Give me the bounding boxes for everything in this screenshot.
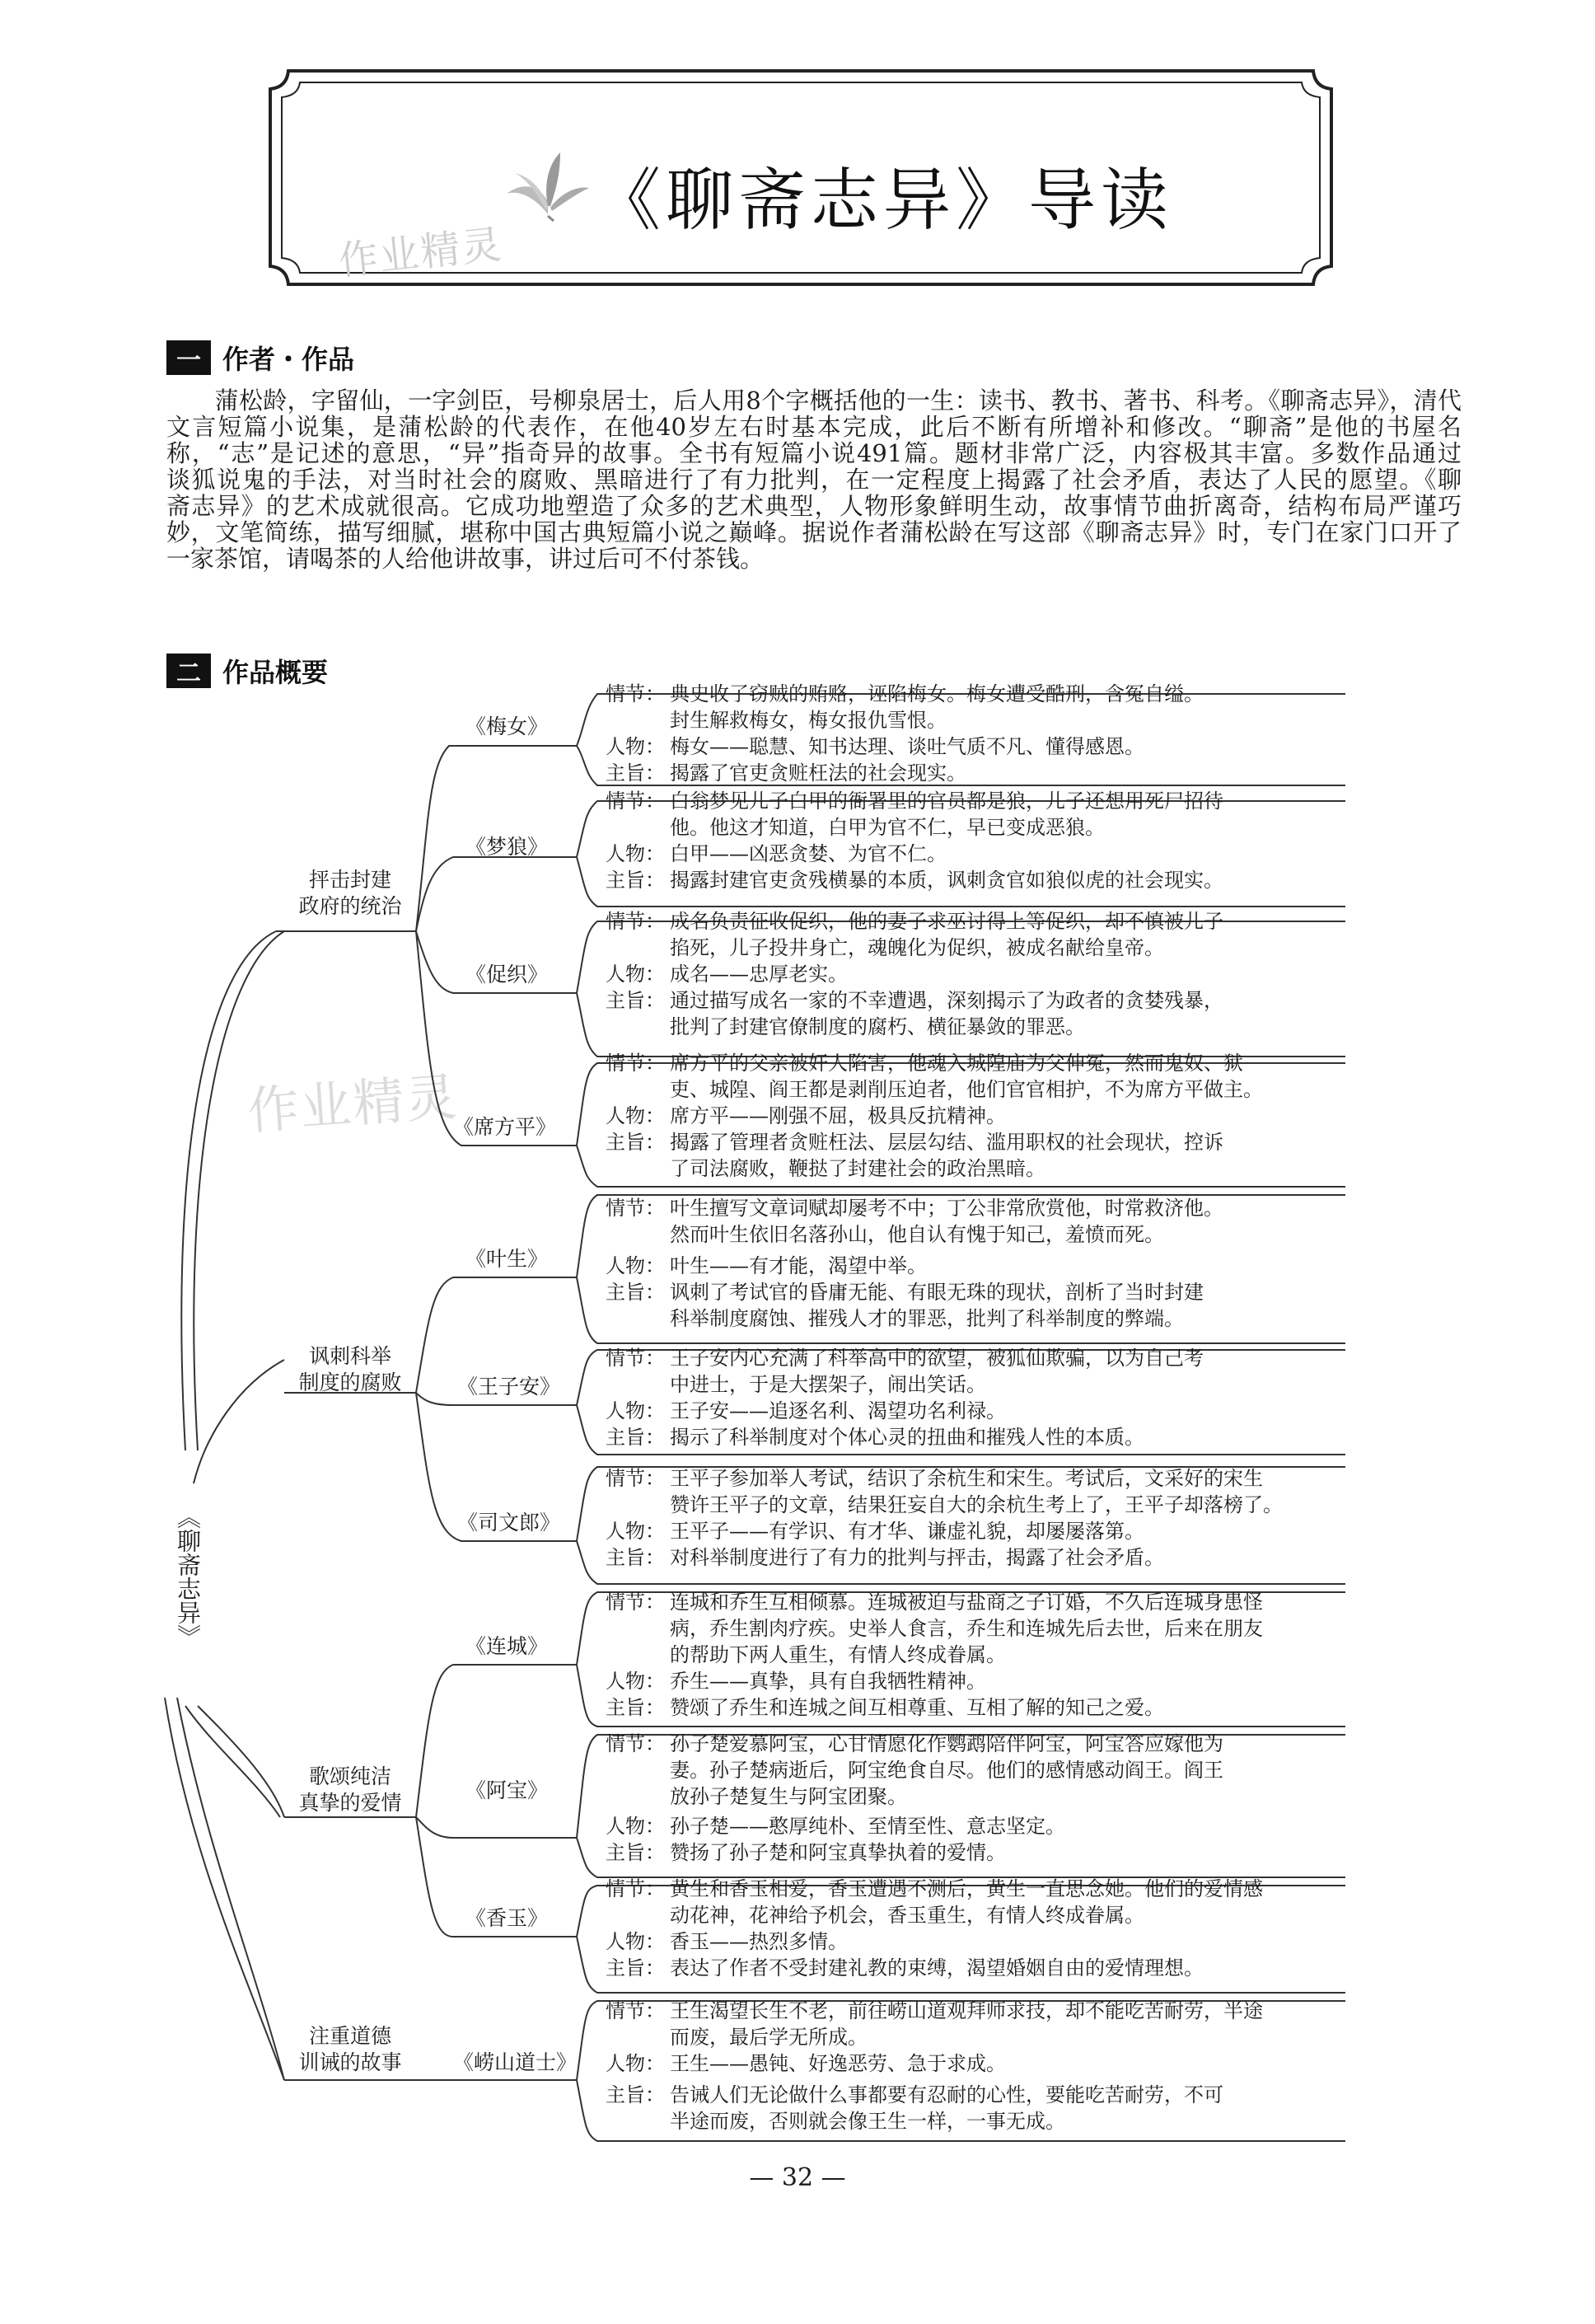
plot-label: 情节： <box>606 1347 665 1370</box>
plot-text: 典史收了窃贼的贿赂，诬陷梅女。梅女遭受酷刑，含冤自缢。 <box>670 682 1204 705</box>
work-title: 《促织》 <box>465 963 549 986</box>
theme-label: 主旨： <box>606 869 665 892</box>
person-label: 人物： <box>606 1930 665 1953</box>
plot-text: 然而叶生依旧名落孙山，他自认有愧于知己，羞愤而死。 <box>670 1223 1164 1246</box>
person-label: 人物： <box>606 735 665 758</box>
map-root: 《聊斋志异》 <box>174 1505 202 1648</box>
plot-text: 妻。孙子楚病逝后，阿宝绝食自尽。他们的感情感动阎王。阎王 <box>670 1759 1223 1782</box>
person-text: 王平子——有学识、有才华、谦虚礼貌，却屡屡落第。 <box>670 1520 1144 1543</box>
plot-label: 情节： <box>606 1999 665 2022</box>
plot-text: 王生渴望长生不老，前往崂山道观拜师求技，却不能吃苦耐劳，半途 <box>670 1999 1263 2022</box>
category-node <box>280 867 420 920</box>
category-line: 注重道德 <box>308 2024 391 2048</box>
category-line: 制度的腐败 <box>298 1371 402 1394</box>
work-title: 《王子安》 <box>457 1375 561 1399</box>
plot-text: 动花神，花神给予机会，香玉重生，有情人终成眷属。 <box>670 1904 1144 1927</box>
category-line: 抨击封建 <box>308 868 391 892</box>
theme-text: 赞颂了乔生和连城之间互相尊重、互相了解的知己之爱。 <box>670 1696 1164 1719</box>
plot-text: 他。他这才知道，白甲为官不仁，早已变成恶狼。 <box>670 816 1105 839</box>
theme-text: 讽刺了考试官的昏庸无能、有眼无珠的现状，剖析了当时封建 <box>670 1281 1204 1304</box>
person-text: 成名——忠厚老实。 <box>670 963 848 986</box>
category-node <box>280 1764 420 1816</box>
section-number: 二 <box>166 654 211 688</box>
category-line: 歌颂纯洁 <box>308 1764 391 1788</box>
plot-text: 白翁梦见儿子白甲的衙署里的官员都是狼，儿子还想用死尸招待 <box>670 790 1223 813</box>
theme-label: 主旨： <box>606 1546 665 1569</box>
page-title: 《聊斋志异》导读 <box>593 162 1174 240</box>
page-number: — 32 — <box>749 2163 846 2192</box>
theme-text: 揭露了管理者贪赃枉法、层层勾结、滥用职权的社会现状，控诉 <box>670 1131 1223 1154</box>
theme-text: 批判了封建官僚制度的腐朽、横征暴敛的罪恶。 <box>670 1015 1085 1038</box>
theme-text: 告诫人们无论做什么事都要有忍耐的心性，要能吃苦耐劳，不可 <box>670 2083 1223 2106</box>
person-label: 人物： <box>606 1104 665 1127</box>
category-line: 真挚的爱情 <box>298 1791 402 1815</box>
person-text: 白甲——凶恶贪婪、为官不仁。 <box>670 842 947 865</box>
theme-label: 主旨： <box>606 1841 665 1864</box>
work-title: 《阿宝》 <box>465 1778 549 1802</box>
work-detail <box>606 1589 1263 1721</box>
theme-label: 主旨： <box>606 761 665 785</box>
work-title: 《梅女》 <box>465 715 549 738</box>
person-text: 叶生——有才能，渴望中举。 <box>670 1254 927 1277</box>
work-title: 《叶生》 <box>465 1247 549 1271</box>
intro-line: 一家茶馆，请喝茶的人给他讲故事，讲过后可不付茶钱。 <box>166 545 765 573</box>
work-title: 《梦狼》 <box>465 835 549 859</box>
plot-text: 中进士，于是大摆架子，闹出笑话。 <box>670 1373 986 1396</box>
person-label: 人物： <box>606 1670 665 1693</box>
plot-text: 病，乔生割肉疗疾。史举人食言，乔生和连城先后去世，后来在朋友 <box>670 1617 1263 1640</box>
theme-text: 赞扬了孙子楚和阿宝真挚执着的爱情。 <box>670 1841 1006 1864</box>
work-detail <box>606 908 1223 1040</box>
person-label: 人物： <box>606 1815 665 1838</box>
person-text: 孙子楚——憨厚纯朴、至情至性、意志坚定。 <box>670 1815 1065 1838</box>
plot-text: 孙子楚爱慕阿宝，心甘情愿化作鹦鹉陪伴阿宝，阿宝答应嫁他为 <box>670 1732 1223 1755</box>
plot-label: 情节： <box>606 1197 665 1220</box>
plot-text: 的帮助下两人重生，有情人终成眷属。 <box>670 1643 1006 1666</box>
plot-label: 情节： <box>606 1052 665 1075</box>
intro-line: 蒲松龄，字留仙，一字剑臣，号柳泉居士，后人用8个字概括他的一生：读书、教书、著书、科考。《聊斋志异》，清代 <box>166 387 1462 415</box>
plot-label: 情节： <box>606 1732 665 1755</box>
theme-label: 主旨： <box>606 1426 665 1449</box>
work-title: 《司文郎》 <box>457 1511 561 1534</box>
work-detail <box>606 1050 1263 1182</box>
theme-label: 主旨： <box>606 989 665 1012</box>
work-detail <box>606 1345 1204 1450</box>
category-node <box>280 1343 420 1396</box>
person-text: 王子安——追逐名利、渴望功名利禄。 <box>670 1399 1006 1422</box>
person-text: 王生——愚钝、好逸恶劳、急于求成。 <box>670 2052 1006 2075</box>
person-label: 人物： <box>606 1254 665 1277</box>
theme-text: 科举制度腐蚀、摧残人才的罪恶，批判了科举制度的弊端。 <box>670 1307 1184 1330</box>
person-label: 人物： <box>606 2052 665 2075</box>
plot-text: 黄生和香玉相爱，香玉遭遇不测后，黄生一直思念她。他们的爱情感 <box>670 1877 1263 1900</box>
work-detail <box>606 1998 1263 2134</box>
work-title: 《崂山道士》 <box>453 2050 578 2074</box>
work-detail <box>606 1876 1263 1981</box>
person-label: 人物： <box>606 842 665 865</box>
watermark: 作业精灵 <box>246 1066 461 1141</box>
person-text: 香玉——热烈多情。 <box>670 1930 848 1953</box>
theme-label: 主旨： <box>606 1131 665 1154</box>
category-line: 训诫的故事 <box>298 2050 402 2074</box>
category-line: 讽刺科举 <box>308 1344 391 1368</box>
theme-text: 通过描写成名一家的不幸遭遇，深刻揭示了为政者的贪婪残暴， <box>670 989 1223 1012</box>
work-detail <box>606 1731 1223 1866</box>
person-label: 人物： <box>606 963 665 986</box>
plot-text: 王子安内心充满了科举高中的欲望，被狐仙欺骗，以为自己考 <box>670 1347 1204 1370</box>
plot-label: 情节： <box>606 1467 665 1490</box>
intro-line: 斋志异》的艺术成就很高。它成功地塑造了众多的艺术典型，人物形象鲜明生动，故事情节曲折离奇，结构布局严谨巧 <box>166 492 1462 520</box>
intro-line: 称，“志”是记述的意思，“异”指奇异的故事。全书有短篇小说491篇。题材非常广泛，内容极其丰富。多数作品通过 <box>166 439 1462 467</box>
work-detail <box>606 1195 1223 1332</box>
theme-text: 对科举制度进行了有力的批判与抨击，揭露了社会矛盾。 <box>670 1546 1164 1569</box>
plot-text: 而废，最后学无所成。 <box>670 2026 868 2049</box>
work-title: 《席方平》 <box>453 1115 557 1139</box>
plot-text: 成名负责征收促织，他的妻子求巫讨得上等促织，却不慎被儿子 <box>670 910 1223 933</box>
plot-text: 连城和乔生互相倾慕。连城被迫与盐商之子订婚，不久后连城身患怪 <box>670 1591 1263 1614</box>
plot-text: 吏、城隍、阎王都是剥削压迫者，他们官官相护，不为席方平做主。 <box>670 1078 1263 1101</box>
plot-text: 掐死，儿子投井身亡，魂魄化为促织，被成名献给皇帝。 <box>670 936 1164 959</box>
person-label: 人物： <box>606 1520 665 1543</box>
intro-line: 妙，文笔简练，描写细腻，堪称中国古典短篇小说之巅峰。据说作者蒲松龄在写这部《聊斋志异》时，专门在家门口开了 <box>166 518 1462 546</box>
theme-label: 主旨： <box>606 2083 665 2106</box>
plot-label: 情节： <box>606 910 665 933</box>
intro-line: 谈狐说鬼的手法，对当时社会的腐败、黑暗进行了有力批判，在一定程度上揭露了社会矛盾，表达了人民的愿望。《聊 <box>166 466 1462 494</box>
intro-line: 文言短篇小说集，是蒲松龄的代表作，在他40岁左右时基本完成，此后不断有所增补和修改。“聊斋”是他的书屋名 <box>166 413 1462 441</box>
theme-text: 揭露封建官吏贪残横暴的本质，讽刺贪官如狼似虎的社会现实。 <box>670 869 1223 892</box>
work-title: 《香玉》 <box>465 1906 549 1930</box>
plot-label: 情节： <box>606 1591 665 1614</box>
theme-label: 主旨： <box>606 1696 665 1719</box>
person-text: 乔生——真挚，具有自我牺牲精神。 <box>670 1670 986 1693</box>
plot-text: 席方平的父亲被奸人陷害，他魂入城隍庙为父伸冤，然而鬼奴、狱 <box>670 1052 1243 1075</box>
plot-text: 叶生擅写文章词赋却屡考不中；丁公非常欣赏他，时常救济他。 <box>670 1197 1223 1220</box>
person-text: 席方平——刚强不屈，极具反抗精神。 <box>670 1104 1006 1127</box>
theme-label: 主旨： <box>606 1281 665 1304</box>
work-detail <box>606 788 1223 893</box>
work-title: 《连城》 <box>465 1634 549 1658</box>
person-text: 梅女——聪慧、知书达理、谈吐气质不凡、懂得感恩。 <box>670 735 1144 758</box>
plot-text: 封生解救梅女，梅女报仇雪恨。 <box>670 709 947 732</box>
theme-text: 表达了作者不受封建礼教的束缚，渴望婚姻自由的爱情理想。 <box>670 1956 1204 1980</box>
watermark: 作业精灵 <box>336 221 505 285</box>
category-node <box>280 2023 420 2076</box>
theme-text: 了司法腐败，鞭挞了封建社会的政治黑暗。 <box>670 1157 1045 1180</box>
person-label: 人物： <box>606 1399 665 1422</box>
plot-label: 情节： <box>606 1877 665 1900</box>
category-line: 政府的统治 <box>298 894 402 918</box>
work-detail <box>606 1465 1283 1571</box>
plot-label: 情节： <box>606 682 665 705</box>
theme-text: 揭示了科举制度对个体心灵的扭曲和摧残人性的本质。 <box>670 1426 1144 1449</box>
plot-text: 王平子参加举人考试，结识了余杭生和宋生。考试后，文采好的宋生 <box>670 1467 1263 1490</box>
theme-text: 半途而废，否则就会像王生一样，一事无成。 <box>670 2110 1065 2133</box>
section-number: 一 <box>166 340 211 375</box>
theme-text: 揭露了官吏贪赃枉法的社会现实。 <box>670 761 966 785</box>
plot-label: 情节： <box>606 790 665 813</box>
work-detail <box>606 681 1204 786</box>
plot-text: 放孙子楚复生与阿宝团聚。 <box>670 1785 907 1808</box>
theme-label: 主旨： <box>606 1956 665 1980</box>
section-title: 作品概要 <box>222 657 329 688</box>
plot-text: 赞许王平子的文章，结果狂妄自大的余杭生考上了，王平子却落榜了。 <box>670 1493 1283 1516</box>
section-title: 作者・作品 <box>222 344 355 375</box>
